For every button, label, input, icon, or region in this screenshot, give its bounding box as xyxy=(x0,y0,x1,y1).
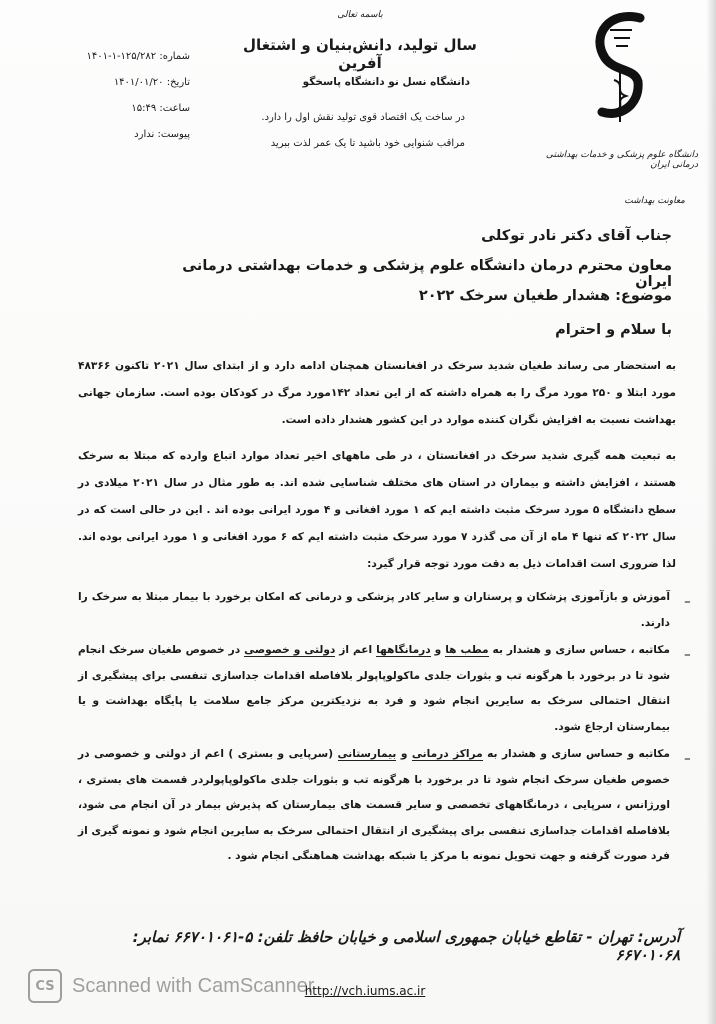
body-paragraph-2: به تبعیت همه گیری شدید سرخک در افغانستان ، در طی ماههای اخیر تعداد موارد اتباع وارده که مبتلا به سرخک هستند ، افزایش داشته و بیماران در استان های مختلف شناسایی شده اند. به طور مثال در سال ۲۰۲۱ میلادی در سطح دانشگاه ۵ مورد سرخک مثبت داشته ایم که ۱ مورد افغانی و ۴ مورد ایرانی بوده اند . این در حالی است که در سال ۲۰۲۲ که تنها ۴ ماه از آن می گذرد ۷ مورد سرخک مثبت داشته ایم که ۶ مورد افغانی و ۱ مورد ایرانی بوده اند. لذا ضروری است اقدامات ذیل به دقت مورد توجه قرار گیرد: xyxy=(78,450,677,570)
letter-time-row xyxy=(40,96,190,122)
action-item-2-text-b: و xyxy=(430,644,446,656)
letter-date-row xyxy=(40,70,190,96)
university-name: دانشگاه علوم پزشکی و خدمات بهداشتی درمانی ایران xyxy=(545,150,698,170)
camscanner-icon: CS xyxy=(28,969,62,1003)
letter-time-value: ۱۵:۴۹ xyxy=(131,103,157,114)
letter-date-label: تاریخ: xyxy=(166,77,190,88)
action-item-2-text-c: اعم از xyxy=(335,644,377,656)
bullet-mark: _ xyxy=(684,591,690,603)
deputy-name: معاونت بهداشت xyxy=(624,196,685,206)
bullet-mark: _ xyxy=(684,748,690,760)
action-item-1-text: آموزش و بازآموزی پزشکان و پرستاران و سایر کادر پزشکی و درمانی که امکان برخورد با بیمار مبتلا به سرخک را دارند. xyxy=(78,591,670,629)
page-edge-shadow xyxy=(706,0,716,1024)
greeting: با سلام و احترام xyxy=(555,322,672,338)
letter-date-value: ۱۴۰۱/۰۱/۲۰ xyxy=(113,77,164,88)
action-list xyxy=(78,585,690,872)
bullet-mark: _ xyxy=(684,644,690,656)
letter-attachment-value: ندارد xyxy=(134,129,155,140)
action-item-2-text-a: مکاتبه ، حساس سازی و هشدار به xyxy=(488,644,670,656)
besmeh-heading: باسمه تعالی xyxy=(337,10,383,20)
letter-meta xyxy=(40,44,190,148)
camscanner-label: Scanned with CamScanner xyxy=(72,974,315,997)
recipient-title: معاون محترم درمان دانشگاه علوم پزشکی و خدمات بهداشتی درمانی ایران xyxy=(182,258,672,290)
letter-subject: موضوع: هشدار طغیان سرخک ۲۰۲۲ xyxy=(418,288,672,304)
economy-slogan: در ساخت یک اقتصاد قوی تولید نقش اول را دارد. xyxy=(261,112,465,123)
action-item-3-text-b: و xyxy=(396,748,412,760)
letter-number-label: شماره: xyxy=(159,51,190,62)
underlined-medical-centers: مراکز درمانی xyxy=(411,748,483,760)
website-link[interactable]: http://vch.iums.ac.ir xyxy=(304,984,426,998)
action-item-3 xyxy=(78,742,690,870)
letter-attachment-label: پیوست: xyxy=(157,129,190,140)
year-motto: سال تولید، دانش‌بنیان و اشتغال آفرین xyxy=(243,36,477,72)
action-item-2 xyxy=(78,638,690,740)
university-logo-icon xyxy=(580,10,660,130)
underlined-hospital: بیمارستانی xyxy=(337,748,397,760)
letter-time-label: ساعت: xyxy=(159,103,190,114)
letter-number-value: ۱۴۰۱-۱-۱۲۵/۲۸۲ xyxy=(86,51,157,62)
letter-number-row xyxy=(40,44,190,70)
body-paragraph-1: به استحضار می رساند طغیان شدید سرخک در افغانستان همچنان ادامه دارد و از ابتدای سال ۲۰۲۱ تاکنون ۴۸۳۶۶ مورد ابتلا و ۲۵۰ مورد مرگ را به همراه داشته که از این تعداد ۱۴۲مورد مرگ در کودکان بوده است. سازمان جهانی بهداشت نسبت به افزایش نگران کننده موارد در این کشور هشدار داده است. xyxy=(78,360,676,426)
underlined-offices: مطب ها xyxy=(445,644,489,656)
footer-address: آدرس: تهران - تقاطع خیابان جمهوری اسلامی و خیابان حافظ تلفن: ۵-۶۶۷۰۱۰۶۱ نمابر: ۶۶۷۰۱۰۶۸ xyxy=(132,928,680,964)
action-item-1 xyxy=(78,585,690,636)
action-item-3-text-a: مکاتبه و حساس سازی و هشدار به xyxy=(482,748,670,760)
hearing-slogan: مراقب شنوایی خود باشید تا یک عمر لذت ببرید xyxy=(270,138,465,149)
underlined-public-private: دولتی و خصوصی xyxy=(244,644,336,656)
letter-attachment-row xyxy=(40,122,190,148)
underlined-clinics: درمانگاهها xyxy=(376,644,431,656)
camscanner-watermark xyxy=(28,966,368,1006)
action-item-2-text-d: در خصوص طغیان سرخک انجام شود تا در برخورد با هرگونه تب و بثورات جلدی ماکولوپاپولر بلافاصله اقدامات جداسازی تنفسی برای پیشگیری از انتقال احتمالی سرخک به سایرین انجام شود و فرد به نزدیکترین مرکز جامع سلامت یا پایگاه بهداشت و یا بیمارستان ارجاع شود. xyxy=(78,644,670,733)
university-slogan: دانشگاه نسل نو دانشگاه پاسخگو xyxy=(302,76,470,88)
recipient-name: جناب آقای دکتر نادر توکلی xyxy=(481,228,672,244)
action-item-3-text-c: (سرپایی و بستری ) اعم از دولتی و خصوصی در خصوص طغیان سرخک انجام شود تا در برخورد با هرگونه تب و بثورات جلدی ماکولوپاپولردر قسمت های بستری ، اورژانس ، سرپایی ، درمانگاههای تخصصی و سایر قسمت های بیمارستان که پذیرش بیمار در آن انجام می شود، بلافاصله اقدامات جداسازی تنفسی برای پیشگیری از انتقال احتمالی سرخک به سایرین انجام شود و نمونه گیری از فرد صورت گرفته و جهت تحویل نمونه با مرکز یا شبکه بهداشت هماهنگی انجام شود . xyxy=(78,748,670,862)
